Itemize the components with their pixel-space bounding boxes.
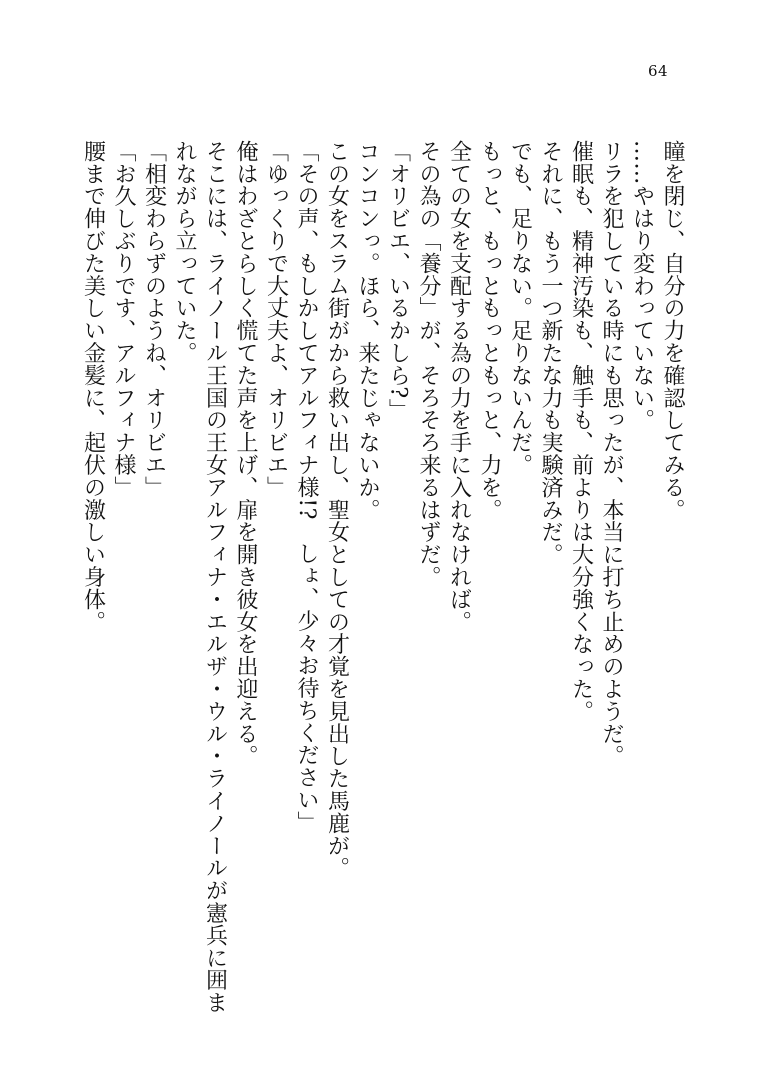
text-line-19: 「お久しぶりです、アルフィナ様」 [111,140,136,499]
text-line-7: もっと、もっともっともっと、力を。 [477,140,502,521]
text-line-16: そこには、ライノール王国の王女アルフィナ・エルザ・ウル・ライノールが憲兵に囲ま [202,140,228,1014]
text-line-17: れながら立っていた。 [172,140,197,364]
text-line-4: 催眠も、精神汚染も、触手も、前よりは大分強くなった。 [568,140,594,723]
text-line-11: コンコンっ。ほら、来たじゃないか。 [355,140,380,521]
text-line-2: ……やはり変わっていない。 [629,140,655,432]
vertical-text-body [77,140,687,1020]
text-line-5: それに、もう一つ新たな力も実験済みだ。 [538,140,563,566]
text-line-14: 「ゆっくりで大丈夫よ、オリビエ」 [263,140,289,499]
text-line-3: リラを犯している時にも思ったが、本当に打ち止めのようだ。 [599,140,624,768]
text-line-13: 「その声、もしかしてアルフィナ様!? しょ、少々お待ちください」 [294,140,319,834]
text-line-6: でも、足りない。足りないんだ。 [507,140,533,476]
text-line-9: その為の「養分」が、そろそろ来るはずだ。 [416,140,441,588]
text-line-15: 俺はわざとらしく慌てた声を上げ、扉を開き彼女を出迎える。 [233,140,258,768]
text-line-12: この女をスラム街がから救い出し、聖女としての才覚を見出した馬鹿が。 [324,140,350,880]
page-number: 64 [648,62,669,80]
text-line-18: 「相変わらずのようね、オリビエ」 [141,140,167,499]
text-line-8: 全ての女を支配する為の力を手に入れなければ。 [446,140,472,633]
text-line-10: 「オリビエ、いるかしら?」 [385,140,411,421]
text-line-1: 瞳を閉じ、自分の力を確認してみる。 [660,140,685,521]
text-line-20: 腰まで伸びた美しい金髪に、起伏の激しい身体。 [80,140,106,633]
